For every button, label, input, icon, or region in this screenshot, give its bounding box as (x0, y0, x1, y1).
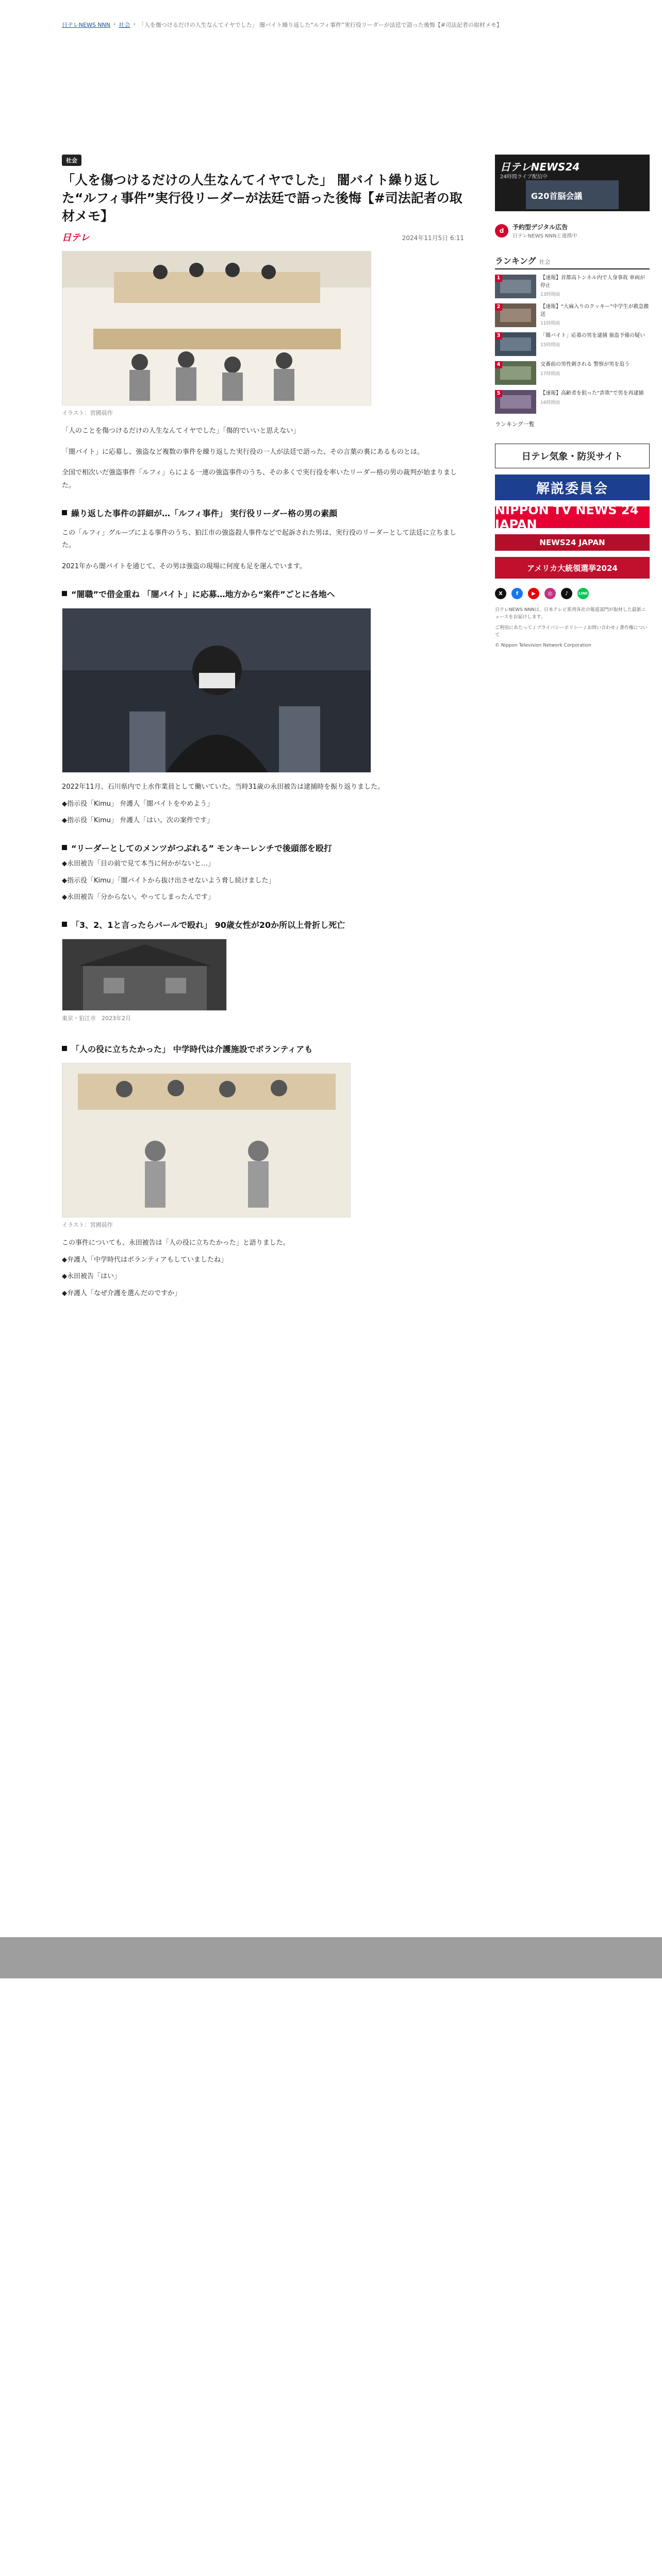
sidebar-footer-links (495, 606, 650, 639)
ntv24-thumbnail-text: G20首脳会議 (531, 191, 583, 201)
article-paragraph: 全国で相次いだ強盗事件「ルフィ」らによる一連の強盗事件のうち、その多くで実行役を率いたリーダー格の男の裁判が始まりました。 (62, 469, 457, 490)
figure-caption: 東京・狛江市 2023年2月 (62, 1014, 131, 1022)
rank-number: 1 (495, 275, 502, 282)
ntv24-subtitle: 24時間ライブ配信中 (500, 174, 548, 180)
ad-band (0, 1937, 662, 1978)
square-bullet-icon (62, 591, 67, 596)
ranking-title (495, 255, 650, 269)
article-figure (62, 608, 464, 773)
digital-ad-sub: 日テレNEWS NNNと連携中 (512, 233, 577, 239)
ranking-item-title: 【速報】首都高トンネル内で人身事故 車両が停止 (540, 275, 645, 289)
section-heading-text: 「3、2、1と言ったらバールで殴れ」 90歳女性が20か所以上骨折し死亡 (71, 920, 345, 930)
ranking-item[interactable] (495, 332, 650, 356)
breadcrumb-current: 「人を傷つけるだけの人生なんてイヤでした」 闇バイト繰り返した“ルフィ事件”実行役リーダーが法廷で語った後悔【#司法記者の取材メモ】 (138, 22, 503, 28)
section-heading-text: 「人の役に立ちたかった」 中学時代は介護施設でボランティアも (71, 1044, 313, 1054)
ntv24-title: 日テレNEWS24 (500, 161, 580, 173)
quote-line: ◆永田被告「目の前で見て本当に何かがないと…」 (62, 859, 214, 868)
ranking-category: 社会 (539, 259, 551, 265)
breadcrumb-home[interactable]: 日テレNEWS NNN (62, 22, 110, 28)
ntv-logo: 日テレ (62, 232, 90, 243)
sidebar-footer-nav[interactable]: ご利用にあたって / プライバシーポリシー / お問い合わせ / 著作権について (495, 625, 648, 638)
x-icon[interactable]: X (495, 588, 506, 599)
social-links (495, 588, 650, 599)
section-heading (62, 588, 464, 600)
suspect-photo (62, 608, 371, 773)
ranking-item[interactable] (495, 390, 650, 414)
rank-number: 5 (495, 390, 502, 397)
article-paragraph: この「ルフィ」グループによる事件のうち、狛江市の強盗殺人事件などで起訴された男は、実行役のリーダーとして法廷に立ちました。 (62, 529, 456, 550)
figure-caption: イラスト：宮國晨作 (62, 410, 113, 416)
breadcrumb (62, 21, 577, 29)
section-heading-text: “リーダーとしてのメンツがつぶれる” モンキーレンチで後頭部を殴打 (71, 843, 332, 853)
rank-number: 2 (495, 303, 502, 311)
square-bullet-icon (62, 922, 67, 927)
news24-japan-banner[interactable]: NEWS24 JAPAN (495, 534, 650, 551)
ntv24-live-promo[interactable] (495, 155, 650, 211)
article-paragraph: 「闇バイト」に応募し、強盗など複数の事件を繰り返した実行役の一人が法廷で語った、その言葉の裏にあるものとは。 (62, 448, 424, 456)
ranking-item[interactable] (495, 275, 650, 298)
section-heading-text: 繰り返した事件の詳細が…「ルフィ事件」 実行役リーダー格の男の素顔 (71, 508, 338, 518)
article-meta (62, 230, 464, 243)
ranking-item-time: 16時間前 (540, 400, 560, 405)
tiktok-icon[interactable]: ♪ (561, 588, 572, 599)
article-paragraph: 2021年から闇バイトを通じて、その男は強盗の現場に何度も足を運んでいます。 (62, 563, 306, 571)
us-election-banner[interactable]: アメリカ大統領選挙2024 (495, 557, 650, 579)
quote-line: ◆弁護人「中学時代はボランティアもしていましたね」 (62, 1256, 227, 1264)
courtroom-illustration (62, 251, 371, 405)
section-heading (62, 842, 464, 854)
category-badge[interactable]: 社会 (62, 155, 81, 166)
facebook-icon[interactable]: f (511, 588, 523, 599)
ranking (495, 255, 650, 428)
weather-site-banner[interactable]: 日テレ気象・防災サイト (495, 444, 650, 468)
square-bullet-icon (62, 1046, 67, 1051)
sidebar-footer-text: 日テレNEWS NNNは、日本テレビ系列各社の報道部門が取材した最新ニュースをお届けします。 (495, 607, 646, 620)
article (62, 155, 464, 1300)
article-figure (62, 939, 464, 1022)
line-icon[interactable]: LINE (577, 588, 589, 599)
nippon-tv-banner[interactable]: NIPPON TV NEWS 24 JAPAN (495, 506, 650, 528)
section-heading-text: “闇職”で借金重ね 「闇バイト」に応募…地方から“案件”ごとに各地へ (71, 589, 335, 599)
section-heading (62, 507, 464, 519)
quote-line: ◆指示役「Kimu」 弁護人「闇バイトをやめよう」 (62, 800, 214, 808)
publish-date: 2024年11月5日 6:11 (402, 234, 464, 242)
section-heading (62, 919, 464, 930)
ranking-item-title: 【速報】高齢者を狙った“詐欺”で男を再逮捕 (540, 391, 644, 396)
figure-caption: イラスト：宮國晨作 (62, 1221, 113, 1228)
quote-line: ◆永田被告「分からない。やってしまったんです」 (62, 893, 214, 902)
ranking-item[interactable] (495, 361, 650, 385)
digital-ad-promo[interactable] (495, 223, 650, 239)
breadcrumb-separator: › (133, 21, 136, 27)
quote-line: ◆指示役「Kimu」「闇バイトから抜け出させないよう脅し続けました」 (62, 876, 275, 885)
house-photo (62, 939, 227, 1011)
article-figure (62, 251, 464, 417)
rank-number: 4 (495, 361, 502, 368)
rank-number: 3 (495, 332, 502, 340)
ranking-item-title: 「闇バイト」応募の男を逮捕 強盗予備の疑い (540, 333, 646, 338)
courtroom-illustration-2 (62, 1063, 351, 1217)
breadcrumb-separator: › (113, 21, 116, 27)
youtube-icon[interactable]: ▶ (528, 588, 539, 599)
sidebar (495, 155, 650, 649)
square-bullet-icon (62, 510, 67, 515)
quote-line: ◆弁護人「なぜ介護を選んだのですか」 (62, 1290, 181, 1297)
commentary-banner[interactable]: 解説委員会 (495, 474, 650, 500)
quote-line: ◆永田被告「はい」 (62, 1273, 121, 1281)
quote-line: ◆指示役「Kimu」 弁護人「はい。次の案件です」 (62, 817, 214, 825)
breadcrumb-category[interactable]: 社会 (119, 22, 130, 28)
article-figure (62, 1063, 464, 1229)
instagram-icon[interactable]: ◎ (544, 588, 556, 599)
ranking-item-time: 17時間前 (540, 371, 560, 377)
article-paragraph: この事件についても、永田被告は「人の役に立ちたかった」と語りました。 (62, 1239, 290, 1247)
ranking-more-link[interactable]: ランキング一覧 (495, 421, 535, 428)
ranking-item-time: 15時間前 (540, 342, 560, 348)
copyright: © Nippon Television Network Corporation (495, 642, 591, 648)
ntv24-thumbnail (526, 180, 619, 209)
digital-ad-label: 予約型デジタル広告 (512, 224, 568, 231)
ranking-item-title: 【速報】“大麻入りのクッキー”中学生が救急搬送 (540, 304, 649, 317)
ranking-item-time: 13時間前 (540, 292, 560, 297)
section-heading (62, 1043, 464, 1055)
article-paragraph: 2022年11月、石川県内で上水作業員として働いていた。当時31歳の永田被告は逮捕時を振り返りました。 (62, 783, 385, 791)
ranking-item[interactable] (495, 303, 650, 327)
article-paragraph: 「人のことを傷つけるだけの人生なんてイヤでした」「傷的でいいと思えない」 (62, 427, 300, 435)
digital-ad-icon: d (495, 224, 508, 238)
ranking-item-time: 11時間前 (540, 321, 560, 326)
ranking-title-text: ランキング (495, 256, 536, 266)
square-bullet-icon (62, 845, 67, 850)
ranking-item-title: 交番前の男性刺される 警察が男を追う (540, 362, 630, 367)
page-title: 「人を傷つけるだけの人生なんてイヤでした」 闇バイト繰り返した“ルフィ事件”実行役リーダーが法廷で語った後悔【#司法記者の取材メモ】 (62, 173, 462, 224)
